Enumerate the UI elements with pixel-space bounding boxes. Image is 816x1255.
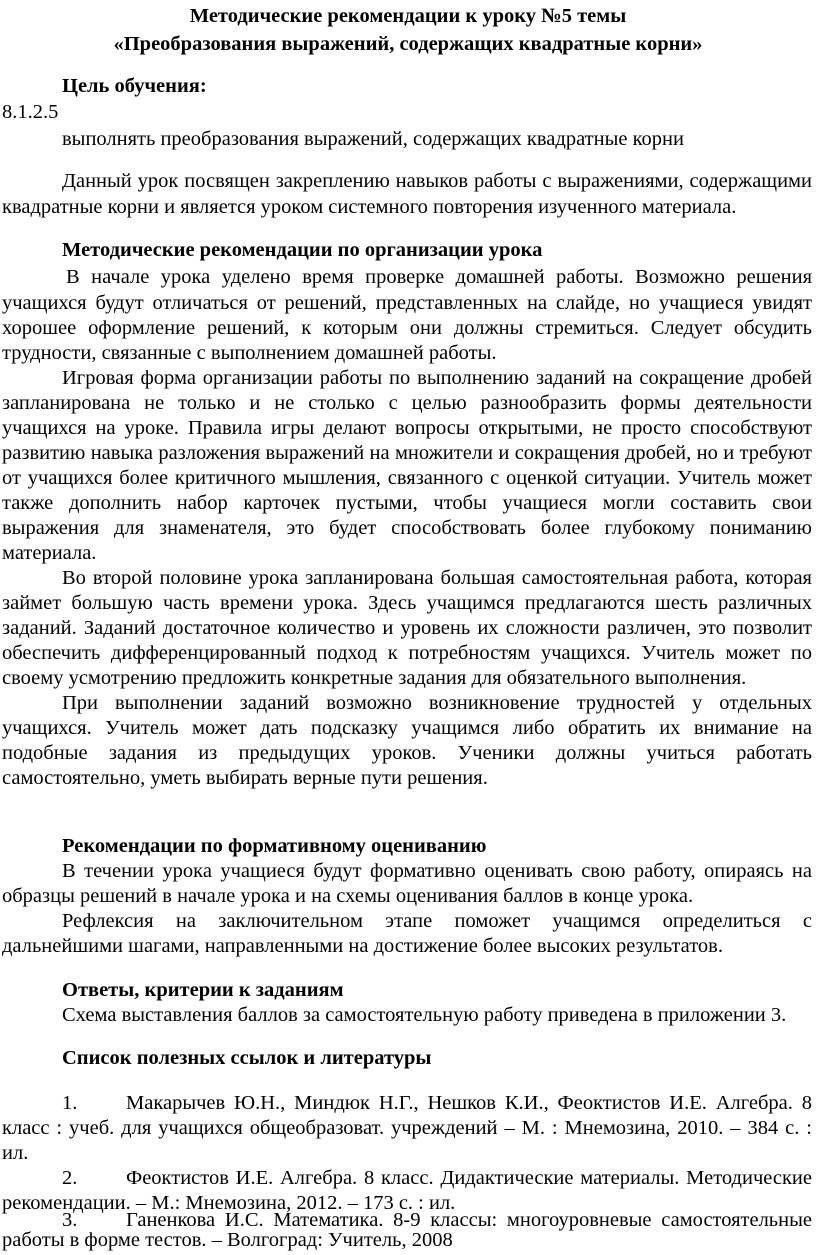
paragraph-line: При выполнении заданий возможно возникновение трудностей у отдельных bbox=[62, 692, 812, 714]
reference-number: 2. bbox=[62, 1167, 78, 1189]
reference-line: Ганенкова И.С. Математика. 8-9 классы: многоуровневые самостоятельные bbox=[126, 1209, 812, 1231]
answers-text: Схема выставления баллов за самостоятельную работу приведена в приложении 3. bbox=[62, 1004, 787, 1026]
paragraph-line: Рефлексия на заключительном этапе поможет учащимся определиться с bbox=[62, 910, 812, 932]
paragraph-line: материала. bbox=[2, 542, 97, 564]
reference-number: 3. bbox=[62, 1209, 78, 1231]
paragraph-line: развитию навыка разложения выражений на множители и сокращения дробей, но и требуют bbox=[2, 442, 812, 464]
reference-line: ил. bbox=[2, 1142, 29, 1164]
paragraph-line: запланирована не только и не столько с целью разнообразить формы деятельности bbox=[2, 392, 812, 414]
paragraph-line: учащихся. Учитель может дать подсказку учащимся либо обратить их внимание на bbox=[2, 717, 812, 739]
paragraph-line: также дополнить набор карточек пустыми, чтобы учащиеся могли составить свои bbox=[2, 492, 812, 514]
document-title-line1: Методические рекомендации к уроку №5 темы bbox=[189, 5, 627, 27]
formative-heading: Рекомендации по формативному оцениванию bbox=[62, 835, 487, 857]
paragraph-line: заданий. Заданий достаточное количество и уровень их сложности различен, это позволит bbox=[2, 617, 812, 639]
paragraph-line: В начале урока уделено время проверке домашней работы. Возможно решения bbox=[66, 266, 812, 288]
reference-line: класс : учеб. для учащихся общеобразоват. учреждений – М. : Мнемозина, 2010. – 384 с. : bbox=[2, 1117, 812, 1139]
reference-line: Феоктистов И.Е. Алгебра. 8 класс. Дидактические материалы. Методические bbox=[126, 1167, 812, 1189]
paragraph-line: В течении урока учащиеся будут формативно оценивать свою работу, опираясь на bbox=[62, 860, 812, 882]
paragraph-line: учащихся на уроке. Правила игры делают вопросы открытыми, не просто способствуют bbox=[2, 417, 812, 439]
reference-line: рекомендации. – М.: Мнемозина, 2012. – 173 с. : ил. bbox=[2, 1192, 456, 1214]
paragraph-line: займет большую часть времени урока. Здесь учащимся предлагаются шесть различных bbox=[2, 592, 812, 614]
paragraph-line: Во второй половине урока запланирована большая самостоятельная работа, которая bbox=[62, 567, 812, 589]
goal-heading: Цель обучения: bbox=[62, 75, 207, 97]
paragraph-line: трудности, связанные с выполнением домашней работы. bbox=[2, 342, 497, 364]
goal-text: выполнять преобразования выражений, содержащих квадратные корни bbox=[62, 128, 684, 150]
methodical-heading: Методические рекомендации по организации урока bbox=[62, 239, 543, 261]
paragraph-line: дальнейшими шагами, направленными на достижение более высоких результатов. bbox=[2, 935, 723, 957]
paragraph-line: хорошее оформление решений, к которым они должны стремиться. Следует обсудить bbox=[2, 317, 812, 339]
paragraph-line: от учащихся более критичного мышления, связанного с оценкой ситуации. Учитель может bbox=[2, 467, 812, 489]
paragraph-line: своему усмотрению предложить конкретные задания для обязательного выполнения. bbox=[2, 667, 747, 689]
answers-heading: Ответы, критерии к заданиям bbox=[62, 979, 344, 1001]
references-heading: Список полезных ссылок и литературы bbox=[62, 1047, 432, 1069]
goal-code: 8.1.2.5 bbox=[2, 101, 59, 123]
reference-line: Макарычев Ю.Н., Миндюк Н.Г., Нешков К.И., Феоктистов И.Е. Алгебра. 8 bbox=[126, 1092, 812, 1114]
reference-line: работы в форме тестов. – Волгоград: Учитель, 2008 bbox=[2, 1229, 453, 1251]
intro-line: Данный урок посвящен закреплению навыков работы с выражениями, содержащими bbox=[62, 170, 812, 192]
paragraph-line: образцы решений в начале урока и на схемы оценивания баллов в конце урока. bbox=[2, 885, 694, 907]
paragraph-line: учащихся будут отличаться от решений, представленных на слайде, но учащиеся увидят bbox=[2, 292, 812, 314]
document-title-line2: «Преобразования выражений, содержащих квадратные корни» bbox=[113, 33, 703, 55]
reference-number: 1. bbox=[62, 1092, 78, 1114]
paragraph-line: самостоятельно, уметь выбирать верные пути решения. bbox=[2, 767, 488, 789]
intro-line: квадратные корни и является уроком системного повторения изученного материала. bbox=[2, 196, 737, 218]
paragraph-line: выражения для знаменателя, это будет способствовать более глубокому пониманию bbox=[2, 517, 812, 539]
paragraph-line: обеспечить дифференцированный подход к потребностям учащихся. Учитель может по bbox=[2, 642, 812, 664]
paragraph-line: подобные задания из предыдущих уроков. Ученики должны учиться работать bbox=[2, 742, 812, 764]
paragraph-line: Игровая форма организации работы по выполнению заданий на сокращение дробей bbox=[62, 367, 812, 389]
